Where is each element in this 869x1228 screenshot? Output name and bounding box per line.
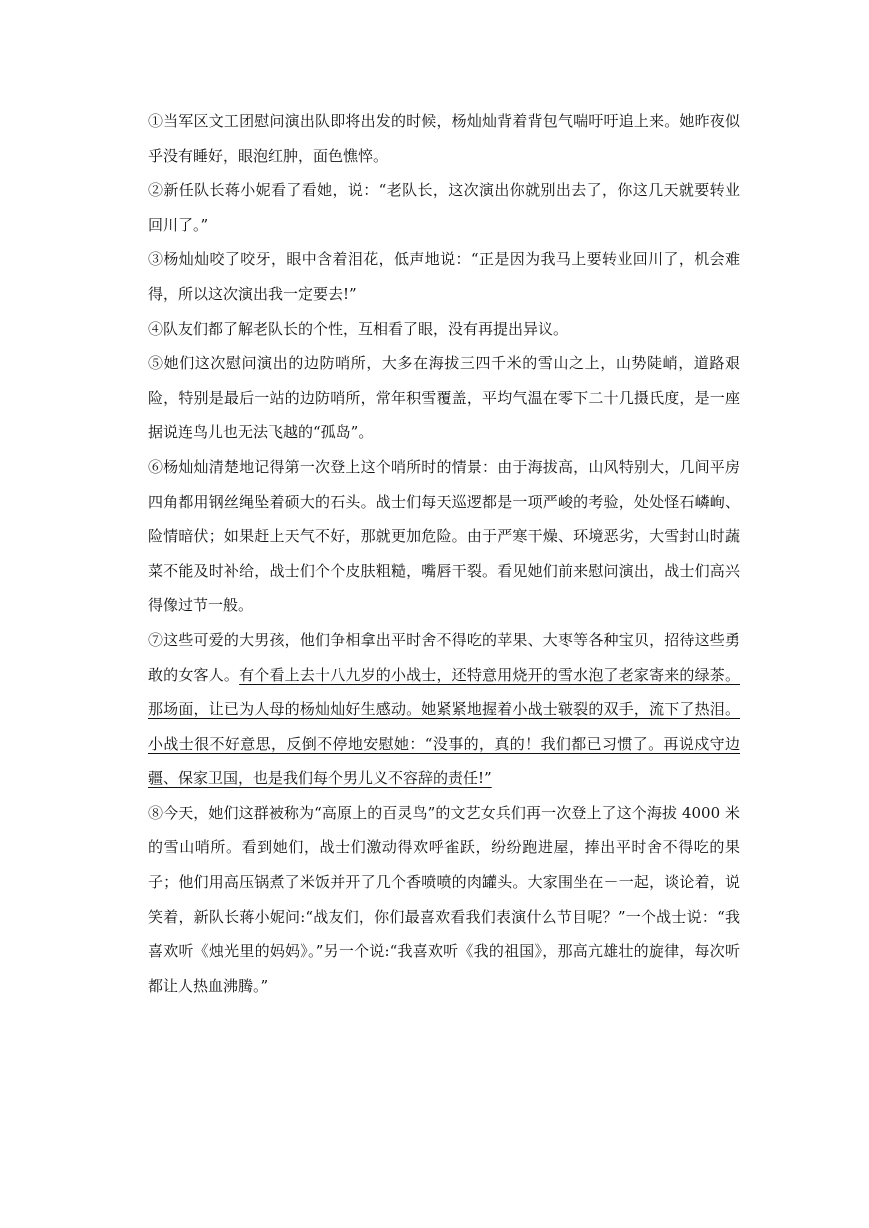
paragraph-text: ⑧今天，她们这群被称为“高原上的百灵鸟”的文艺女兵们再一次登上了这个海拔 4000 米的雪山哨所。看到她们，战士们激动得欢呼雀跃，纷纷跑进屋，捧出平时舍不得吃的果子；他们用高压锅煮了米饭并开了几个香喷喷的肉罐头。大家围坐在－一起，谈论着，说笑着，新队长蒋小妮问:“战友们，你们最喜欢看我们表演什么节目呢？”一个战士说：“我喜欢听《烛光里的妈妈》。”另一个说:“我喜欢听《我的祖国》，那高亢雄壮的旋律，每次听都让人热血沸腾。” xyxy=(148,803,740,995)
paragraph-text: ②新任队长蒋小妮看了看她，说：“老队长，这次演出你就别出去了，你这几天就要转业回川了。” xyxy=(148,181,740,234)
paragraph-3 xyxy=(148,242,740,311)
paragraph-text: ①当军区文工团慰问演出队即将出发的时候，杨灿灿背着背包气喘吁吁追上来。她昨夜似乎没有睡好，眼泡红肿，面色憔悴。 xyxy=(148,112,740,165)
paragraph-7 xyxy=(148,623,740,796)
paragraph-text: ⑤她们这次慰问演出的边防哨所，大多在海拔三四千米的雪山之上，山势陡峭，道路艰险，特别是最后一站的边防哨所，常年积雪覆盖，平均气温在零下二十几摄氏度，是一座据说连鸟儿也无法飞越的“孤岛”。 xyxy=(148,354,740,442)
paragraph-6 xyxy=(148,450,740,623)
paragraph-5 xyxy=(148,346,740,450)
paragraph-text: ③杨灿灿咬了咬牙，眼中含着泪花，低声地说：“正是因为我马上要转业回川了，机会难得，所以这次演出我一定要去!” xyxy=(148,250,740,303)
paragraph-text: ④队友们都了解老队长的个性，互相看了眼，没有再提出异议。 xyxy=(148,319,569,338)
underlined-passage: 有个看上去十八九岁的小战士，还特意用烧开的雪水泡了老家寄来的绿茶。那场面，让已为人母的杨灿灿好生感动。她紧紧地握着小战士皲裂的双手，流下了热泪。小战士很不好意思，反倒不停地安慰她：“没事的，真的！我们都已习惯了。再说戍守边疆、保家卫国，也是我们每个男儿义不容辞的责任!” xyxy=(148,665,740,788)
paragraph-1 xyxy=(148,104,740,173)
document-body xyxy=(148,104,740,1003)
paragraph-8 xyxy=(148,796,740,1004)
paragraph-2 xyxy=(148,173,740,242)
paragraph-text: ⑦这些可爱的大男孩，他们争相拿出平时舍不得吃的苹果、大枣等各种宝贝，招待这些勇敢的女客人。 xyxy=(148,630,740,684)
paragraph-text: ⑥杨灿灿清楚地记得第一次登上这个哨所时的情景：由于海拔高，山风特别大，几间平房四角都用钢丝绳坠着硕大的石头。战士们每天巡逻都是一项严峻的考验，处处怪石嶙峋、险情暗伏；如果赶上天气不好，那就更加危险。由于严寒干燥、环境恶劣，大雪封山时蔬菜不能及时补给，战士们个个皮肤粗糙，嘴唇干裂。看见她们前来慰问演出，战士们高兴得像过节一般。 xyxy=(148,457,740,615)
paragraph-4 xyxy=(148,312,740,347)
